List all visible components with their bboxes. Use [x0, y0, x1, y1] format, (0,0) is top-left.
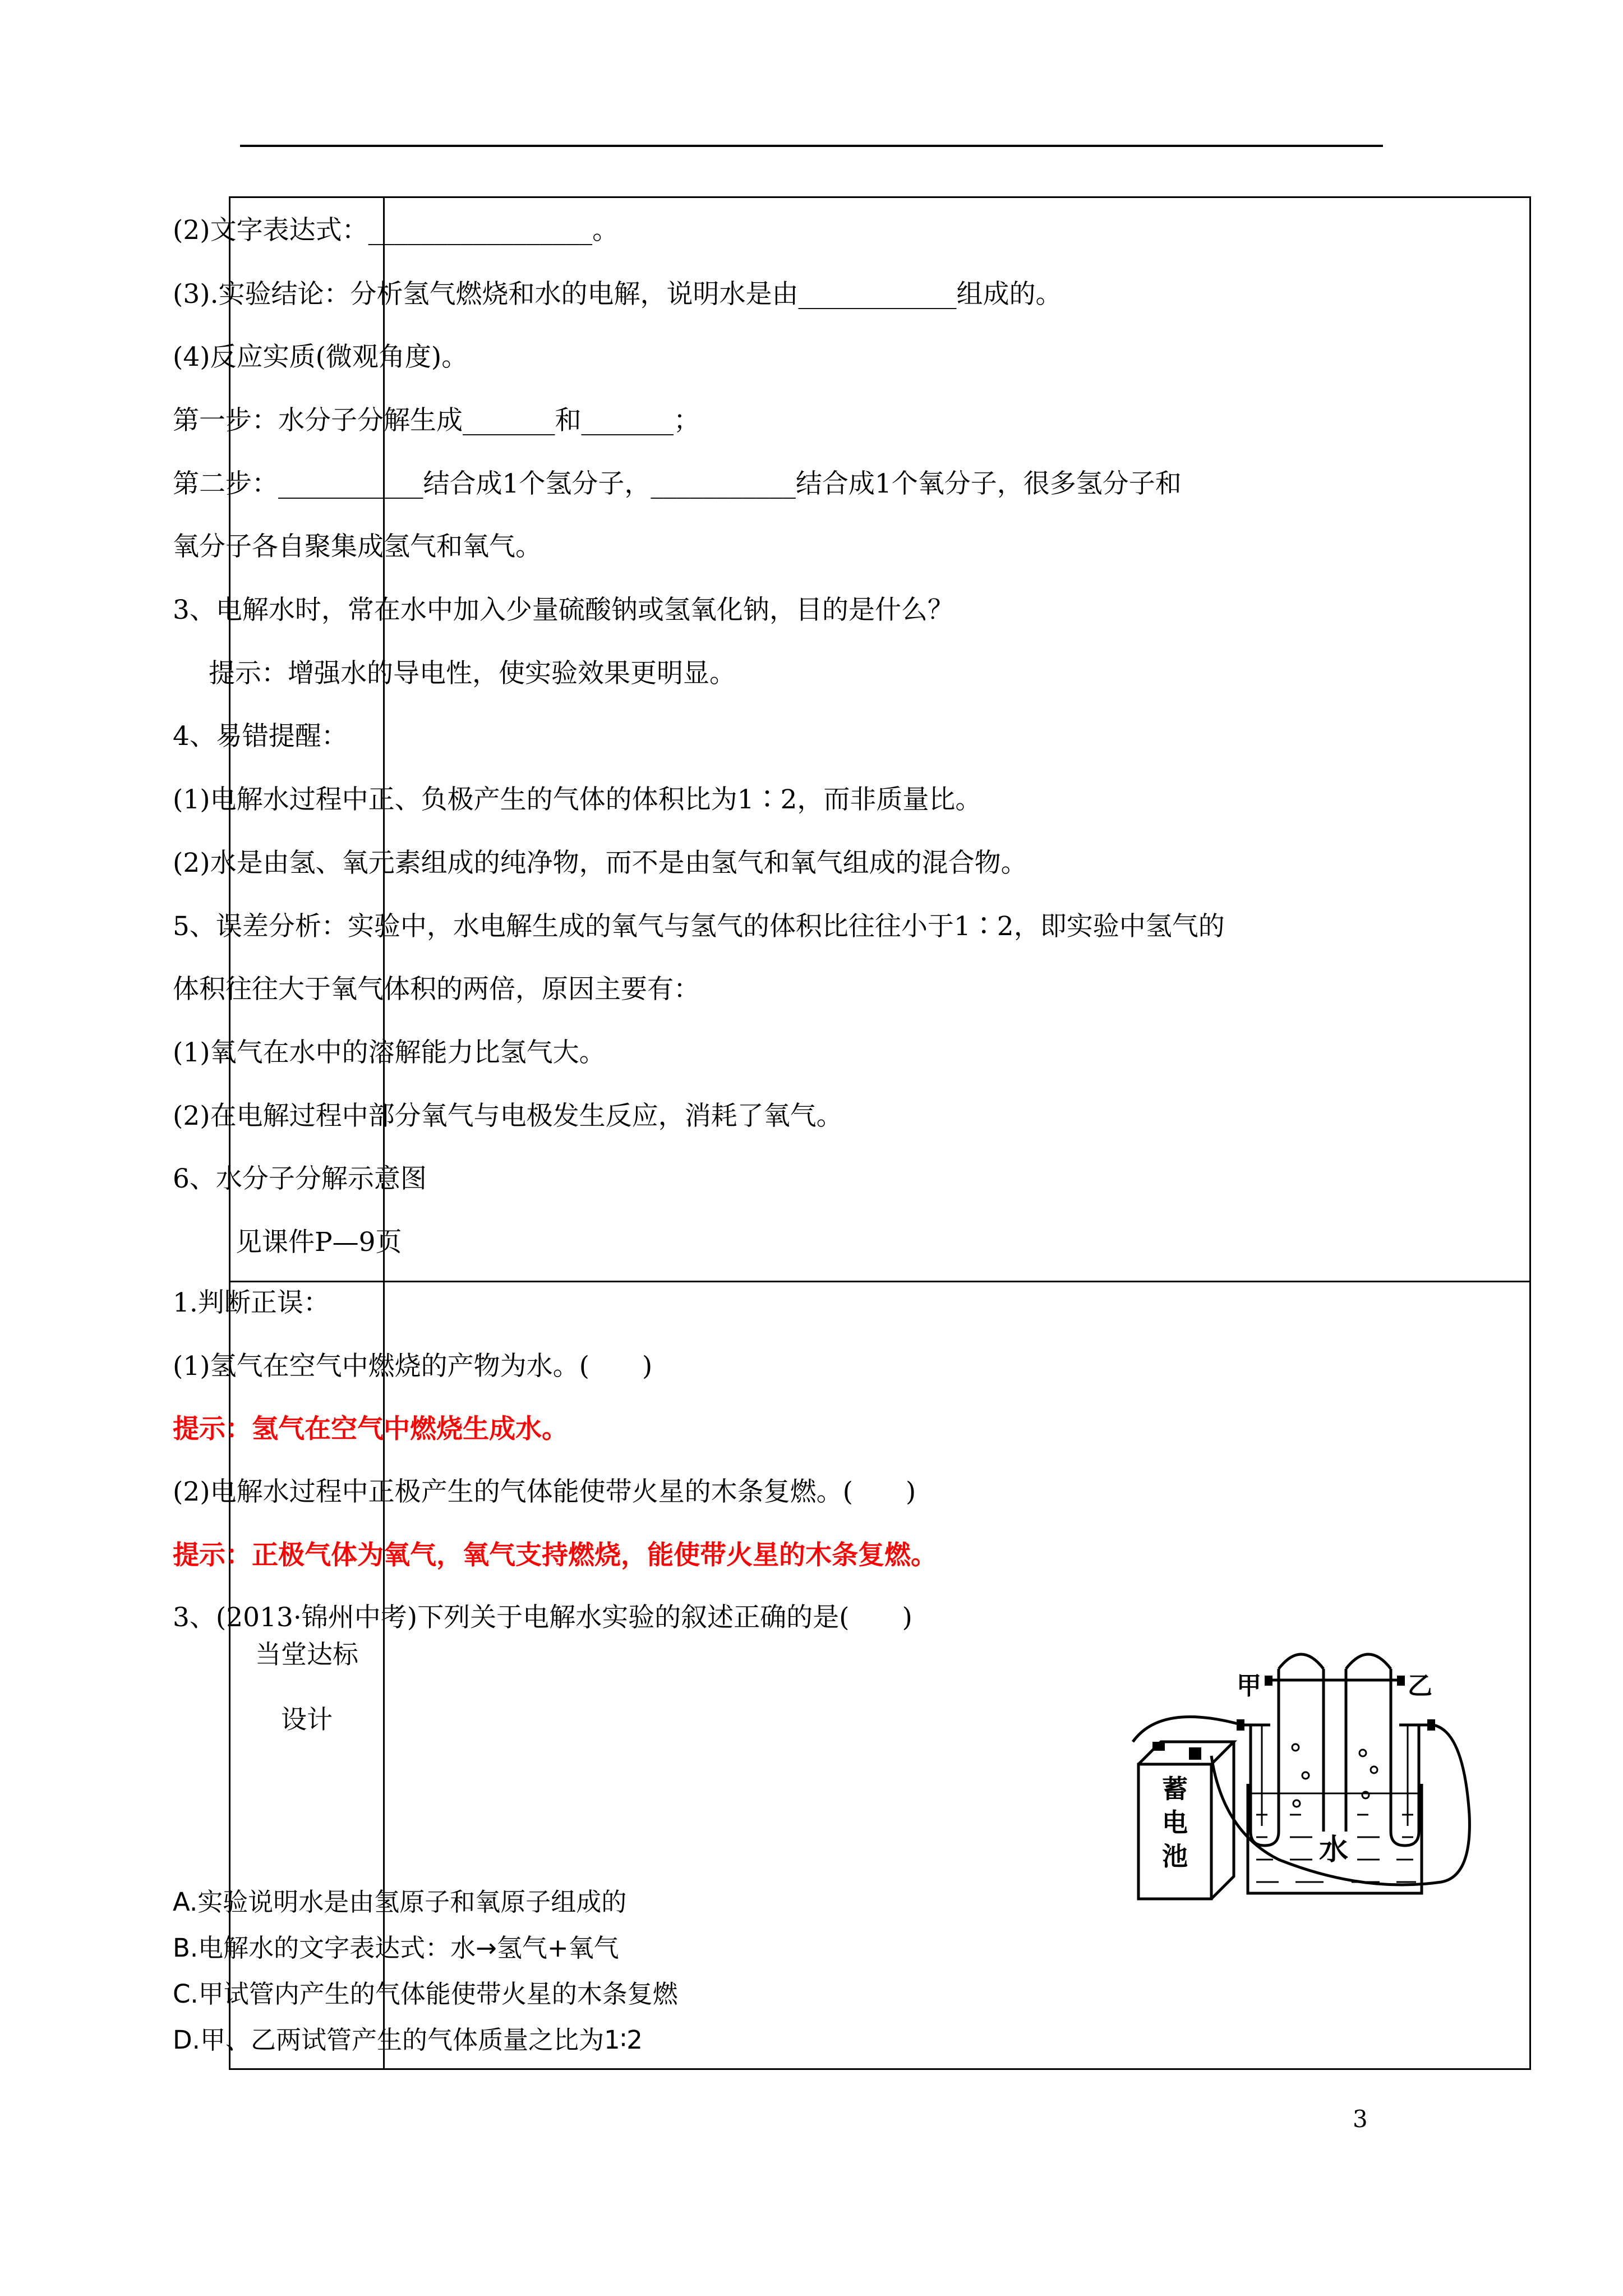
left-tube-cap [1279, 1654, 1324, 1669]
right-tube-cap [1346, 1654, 1391, 1669]
option-c: C.甲试管内产生的气体能使带火星的木条复燃 [173, 1979, 678, 2009]
text-line: (2)文字表达式：_________________。 [173, 215, 619, 246]
question-item: (1)氢气在空气中燃烧的产物为水。( ) [173, 1351, 653, 1382]
battery-label: 蓄 [1162, 1774, 1188, 1804]
text-line: 氧分子各自聚集成氢气和氧气。 [173, 531, 542, 562]
battery-label: 电 [1162, 1807, 1188, 1838]
option-b: B.电解水的文字表达式：水→氢气+氧气 [173, 1933, 619, 1963]
battery-label: 池 [1162, 1841, 1188, 1871]
text-line: (2)水是由氢、氧元素组成的纯净物，而不是由氢气和氧气组成的混合物。 [173, 848, 1027, 878]
right-electrode [1391, 1725, 1419, 1846]
left-electrode [1251, 1725, 1279, 1846]
row-divider [230, 1281, 1529, 1282]
option-d: D.甲、乙两试管产生的气体质量之比为1∶2 [173, 2025, 643, 2055]
page-number: 3 [1353, 2105, 1368, 2133]
text-line: (2)在电解过程中部分氧气与电极发生反应，消耗了氧气。 [173, 1101, 843, 1131]
question-item: 3、(2013·锦州中考)下列关于电解水实验的叙述正确的是( ) [173, 1602, 912, 1633]
text-line: 体积往往大于氧气体积的两倍，原因主要有： [173, 974, 700, 1005]
wire-left [1133, 1717, 1242, 1742]
text-line: 6、水分子分解示意图 [173, 1163, 427, 1194]
section-label [230, 1622, 383, 1752]
text-line: 第二步：___________结合成1个氢分子，___________结合成1个氧分子，很多氢分子和 [173, 468, 1182, 499]
right-tube [1346, 1669, 1391, 1832]
text-line: (4)反应实质(微观角度)。 [173, 342, 468, 372]
text-line: (1)电解水过程中正、负极产生的气体的体积比为1∶2，而非质量比。 [173, 784, 982, 815]
text-line: 提示：增强水的导电性，使实验效果更明显。 [209, 658, 736, 689]
right-tube-label: 乙 [1408, 1672, 1432, 1700]
text-line: 见课件P—9页 [236, 1227, 402, 1258]
text-line: (1)氧气在水中的溶解能力比氢气大。 [173, 1037, 606, 1068]
left-tube-label: 甲 [1237, 1672, 1261, 1700]
hint-text: 提示：氢气在空气中燃烧生成水。 [173, 1414, 568, 1444]
option-a: A.实验说明水是由氢原子和氧原子组成的 [173, 1887, 627, 1917]
question-heading: 1.判断正误： [173, 1287, 330, 1318]
water-label: 水 [1319, 1833, 1349, 1867]
text-line: 5、误差分析：实验中，水电解生成的氧气与氢气的体积比往往小于1∶2，即实验中氢气的 [173, 911, 1225, 942]
electrolysis-apparatus-figure [1127, 1646, 1492, 1904]
hint-text: 提示：正极气体为氧气，氧气支持燃烧，能使带火星的木条复燃。 [173, 1540, 937, 1571]
question-item: (2)电解水过程中正极产生的气体能使带火星的木条复燃。( ) [173, 1476, 916, 1507]
section-label-line: 设计 [281, 1704, 333, 1734]
text-line: 3、电解水时，常在水中加入少量硫酸钠或氢氧化钠，目的是什么？ [173, 595, 954, 625]
text-line: 4、易错提醒： [173, 721, 348, 752]
left-tube [1279, 1669, 1324, 1832]
text-line: 第一步：水分子分解生成_______和_______； [173, 405, 700, 436]
section-label-line: 当堂达标 [255, 1639, 358, 1669]
header-rule [240, 145, 1383, 147]
text-line: (3).实验结论：分析氢气燃烧和水的电解，说明水是由____________组成的。 [173, 279, 1062, 310]
